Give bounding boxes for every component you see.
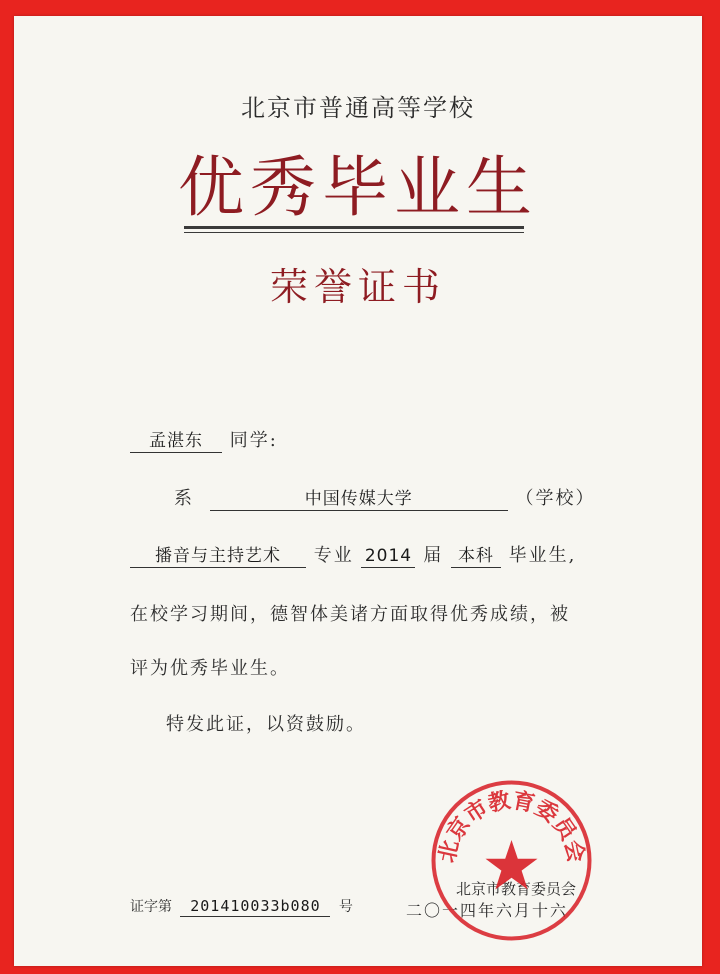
title-divider-thick	[184, 226, 524, 229]
cert-no-suffix: 号	[338, 899, 353, 915]
cert-number: 201410033b080	[180, 897, 330, 917]
dept-prefix: 系	[174, 488, 194, 509]
major-label: 专业	[313, 545, 354, 566]
school-suffix: （学校）	[515, 488, 596, 509]
sub-title: 荣誉证书	[269, 265, 446, 309]
major-name: 播音与主持艺术	[130, 541, 306, 568]
header-org: 北京市普通高等学校	[241, 94, 475, 122]
official-seal-icon	[429, 778, 594, 943]
year-label: 届	[423, 545, 444, 566]
cert-number-line	[130, 896, 353, 917]
main-title: 优秀毕业生	[178, 149, 538, 226]
certificate-paper	[14, 16, 702, 966]
issue-date: 二〇一四年六月十六	[406, 901, 569, 920]
seal-text: 北京市教育委员会	[433, 787, 590, 865]
greeting-text: 同学:	[229, 430, 278, 451]
school-name: 中国传媒大学	[210, 484, 508, 511]
graduation-year: 2014	[361, 546, 415, 568]
graduate-label: 毕业生,	[508, 545, 577, 566]
degree-level: 本科	[451, 541, 501, 568]
school-line	[174, 484, 595, 511]
cert-no-label: 证字第	[130, 899, 172, 915]
body-line-awarded: 评为优秀毕业生。	[130, 658, 290, 679]
seal-star-icon	[486, 840, 538, 890]
issuer-name: 北京市教育委员会	[456, 880, 577, 898]
student-name: 孟湛东	[130, 426, 222, 453]
body-line-issue: 特发此证，以资鼓励。	[166, 714, 366, 735]
greeting-line	[130, 426, 278, 453]
body-line-period: 在校学习期间，德智体美诸方面取得优秀成绩，被	[130, 604, 570, 625]
title-divider-thin	[184, 232, 524, 233]
major-line	[130, 541, 576, 568]
